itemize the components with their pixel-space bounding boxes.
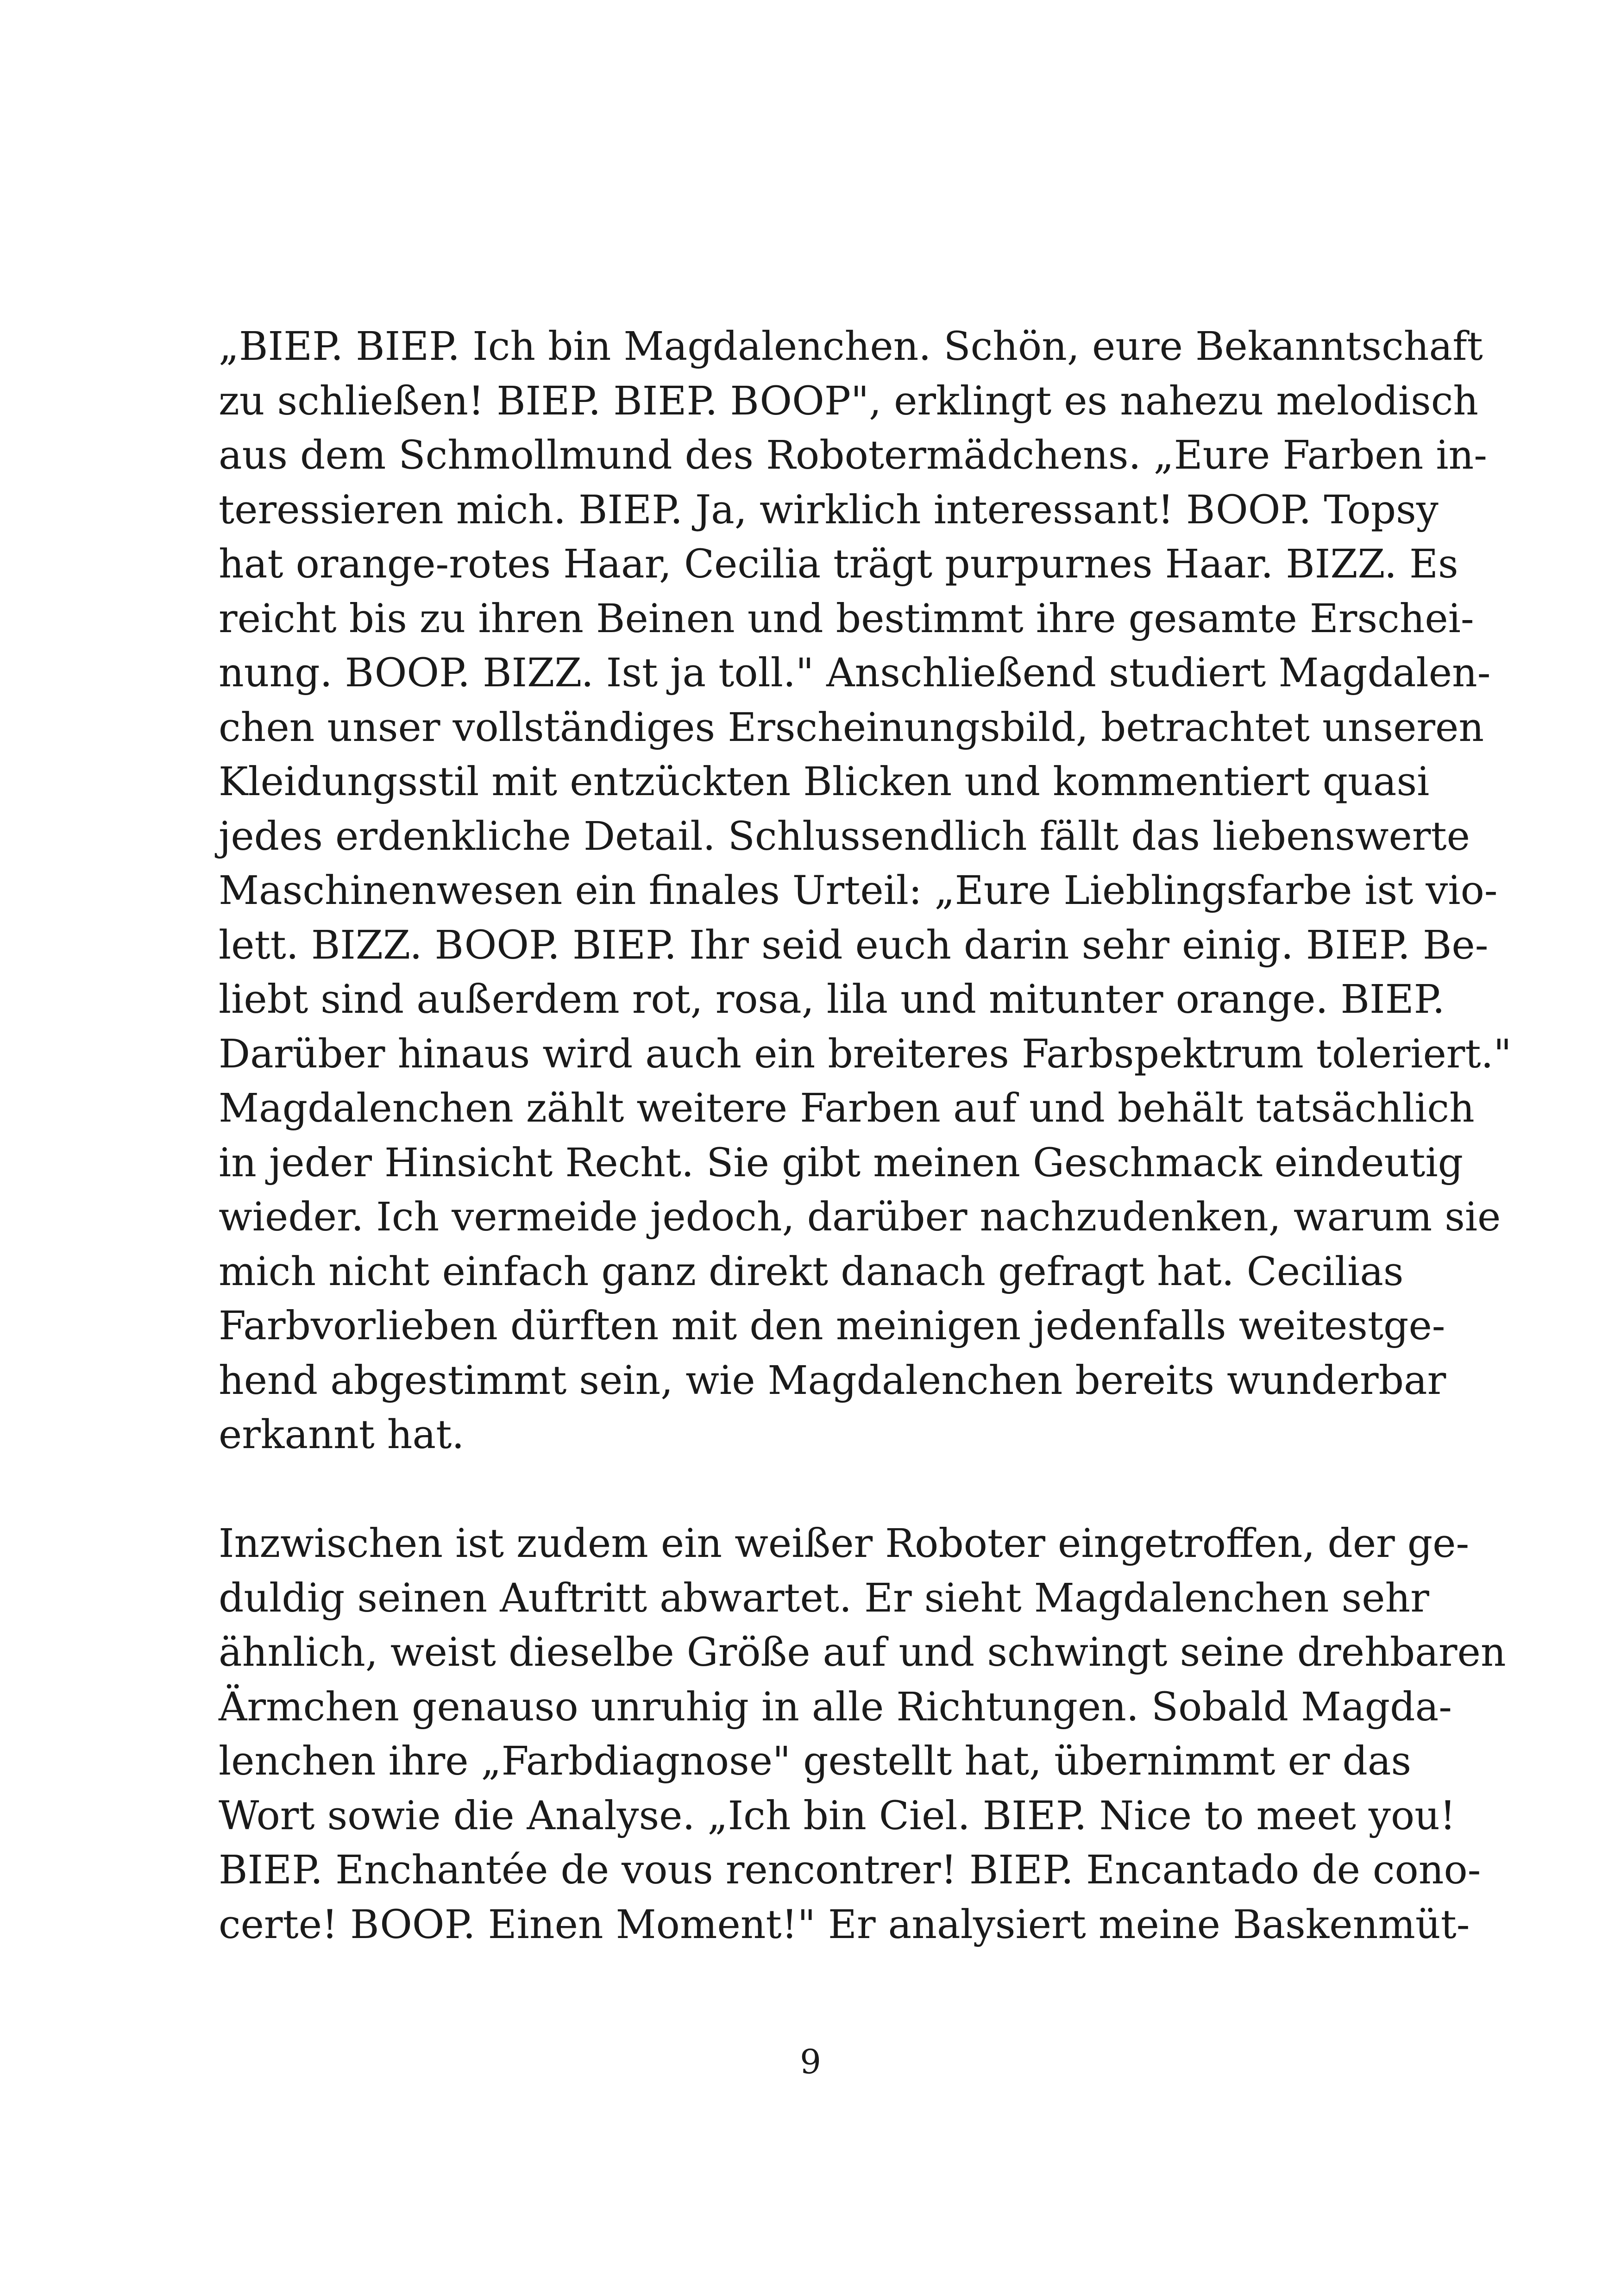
text-line: wieder. Ich vermeide jedoch, darüber nachzudenken, warum sie [219,1194,1501,1240]
text-line: ähnlich, weist dieselbe Größe auf und schwingt seine drehbaren [219,1630,1506,1675]
text-line: chen unser vollständiges Erscheinungsbild, betrachtet unseren [219,704,1484,751]
text-line: Farbvorlieben dürften mit den meinigen jedenfalls weitestge- [219,1303,1445,1349]
text-line: Inzwischen ist zudem ein weißer Roboter eingetroffen, der ge- [219,1521,1470,1567]
text-line: hat orange-rotes Haar, Cecilia trägt purpurnes Haar. BIZZ. Es [219,541,1458,587]
paragraph-1 [219,320,1512,1462]
text-line: jedes erdenkliche Detail. Schlussendlich fällt das liebenswerte [219,813,1470,859]
text-line: reicht bis zu ihren Beinen und bestimmt ihre gesamte Erschei- [219,596,1474,642]
text-line: in jeder Hinsicht Recht. Sie gibt meinen Geschmack eindeutig [219,1140,1464,1186]
text-line: hend abgestimmt sein, wie Magdalenchen bereits wunderbar [219,1357,1446,1404]
text-line: teressieren mich. BIEP. Ja, wirklich interessant! BOOP. Topsy [219,487,1439,533]
text-line: lett. BIZZ. BOOP. BIEP. Ihr seid euch darin sehr einig. BIEP. Be- [219,922,1489,968]
text-line: lenchen ihre „Farbdiagnose" gestellt hat, übernimmt er das [219,1738,1412,1784]
text-line: Ärmchen genauso unruhig in alle Richtungen. Sobald Magda- [219,1684,1452,1730]
text-line: erkannt hat. [219,1412,465,1458]
text-line: aus dem Schmollmund des Robotermädchens. „Eure Farben in- [219,433,1488,478]
text-line: Wort sowie die Analyse. „Ich bin Ciel. BIEP. Nice to meet you! [219,1793,1456,1839]
text-line: Maschinenwesen ein finales Urteil: „Eure Lieblingsfarbe ist vio- [219,868,1498,914]
text-line: duldig seinen Auftritt abwartet. Er sieht Magdalenchen sehr [219,1575,1429,1621]
paragraph-2 [219,1517,1506,1952]
text-line: nung. BOOP. BIZZ. Ist ja toll." Anschließend studiert Magdalen- [219,650,1491,696]
body-text [219,320,1512,1952]
text-line: Magdalenchen zählt weitere Farben auf und behält tatsächlich [219,1085,1475,1131]
page-number: 9 [800,2042,821,2081]
text-line: „BIEP. BIEP. Ich bin Magdalenchen. Schön, eure Bekanntschaft [219,324,1483,370]
text-line: certe! BOOP. Einen Moment!" Er analysiert meine Baskenmüt- [219,1901,1470,1948]
text-line: BIEP. Enchantée de vous rencontrer! BIEP. Encantado de cono- [219,1847,1481,1893]
text-line: mich nicht einfach ganz direkt danach gefragt hat. Cecilias [219,1248,1404,1295]
text-line: Kleidungsstil mit entzückten Blicken und kommentiert quasi [219,759,1430,805]
text-line: zu schließen! BIEP. BIEP. BOOP", erklingt es nahezu melodisch [219,378,1479,424]
text-line: Darüber hinaus wird auch ein breiteres Farbspektrum toleriert." [219,1031,1512,1077]
text-line: liebt sind außerdem rot, rosa, lila und mitunter orange. BIEP. [219,977,1445,1023]
paragraph-gap [219,1462,1404,1517]
